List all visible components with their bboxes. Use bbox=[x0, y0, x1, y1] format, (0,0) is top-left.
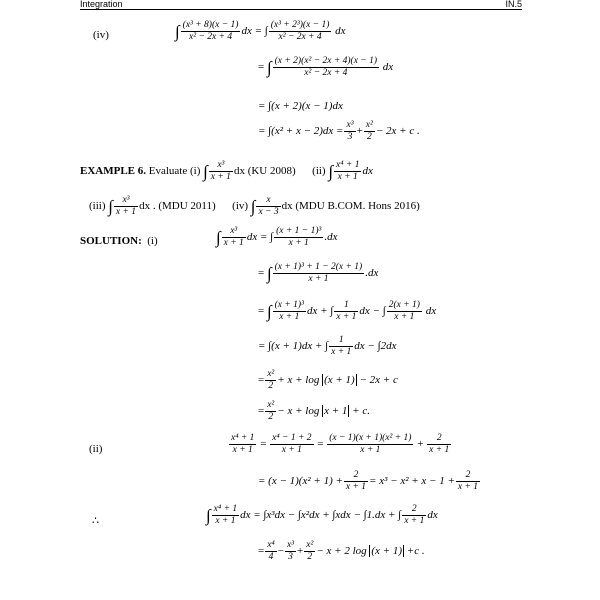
part-iv-label: (iv) bbox=[93, 29, 109, 41]
solution-i-line-6: = $\frac{\text{x²}}{2}$ − x + log x + 1 + c. bbox=[258, 400, 370, 422]
solution-i-line-1: ∫ $\frac{\text{x³}}{x + 1}$ dx = ∫ $\frac{\text{(x + 1 − 1)³}}{x + 1}$ .dx bbox=[216, 226, 338, 248]
solution-label: SOLUTION: (i) bbox=[80, 235, 158, 247]
therefore-symbol: ∴ bbox=[92, 515, 99, 527]
solution-ii-line-4: = $\frac{\text{x⁴}}{4}$ − $\frac{\text{x³}}{3}$ + $\frac{\text{x²}}{2}$ − x + 2 log (x + 1) +c . bbox=[258, 540, 425, 562]
header-right: IN.5 bbox=[505, 0, 522, 9]
part-iv-line-3: = ∫(x + 2)(x − 1)dx bbox=[258, 100, 343, 112]
solution-i-line-2: = ∫ $\frac{\text{(x + 1)³ + 1 − 2(x + 1)}}{x + 1}$ .dx bbox=[258, 262, 379, 284]
part-iv-line-1: ∫ $\frac{\text{(x³ + 8)(x − 1)}}{\text{x² − 2x + 4}}$ dx = ∫ $\frac{\text{(x³ + 2³)(x − 1)}}{\text{x² − 2x + 4}}$ dx bbox=[175, 20, 346, 42]
solution-ii-line-1: $\frac{\text{x⁴ + 1}}{x + 1}$ = $\frac{\text{x⁴ − 1 + 2}}{x + 1}$ = $\frac{\text{(x − 1)(x + 1)(x² + 1)}}{x + 1}$ + $\frac{2}{x + 1}$ bbox=[231, 433, 450, 455]
part-iv-line-2: = ∫ $\frac{\text{(x + 2)(x² − 2x + 4)(x − 1)}}{\text{x² − 2x + 4}}$ dx bbox=[258, 56, 394, 78]
solution-ii-line-2: = (x − 1)(x² + 1) + $\frac{2}{x + 1}$ = x³ − x² + x − 1 + $\frac{2}{x + 1}$ bbox=[258, 470, 479, 492]
solution-ii-line-3: ∫ $\frac{\text{x⁴ + 1}}{x + 1}$ dx = ∫x³dx − ∫x²dx + ∫xdx − ∫1.dx + ∫ $\frac{2}{x + 1}$ dx bbox=[206, 504, 438, 526]
solution-i-line-4: = ∫(x + 1)dx + ∫ $\frac{1}{x + 1}$ dx − ∫2dx bbox=[258, 335, 397, 357]
part-iv-line-4: = ∫(x² + x − 2)dx = $\frac{\text{x³}}{3}$ + $\frac{\text{x²}}{2}$ − 2x + c . bbox=[258, 120, 420, 142]
solution-i-line-5: = $\frac{\text{x²}}{2}$ + x + log (x + 1) − 2x + c bbox=[258, 369, 398, 391]
solution-i-line-3: = ∫ $\frac{\text{(x + 1)³}}{x + 1}$ dx + ∫ $\frac{1}{x + 1}$ dx − ∫ $\frac{2(x + 1)}{x + 1}$ dx bbox=[258, 300, 437, 322]
example-line-2: (iii) ∫ $\frac{\text{x³}}{x + 1}$ dx . (MDU 2011) (iv) ∫ $\frac{x}{x - 3}$ dx (MDU B.COM. Hons 2016) bbox=[89, 195, 420, 217]
page-header bbox=[80, 0, 522, 10]
example-line-1: EXAMPLE 6. Evaluate (i) ∫ $\frac{\text{x³}}{x + 1}$ dx (KU 2008) (ii) ∫ $\frac{\text{x⁴ + 1}}{x + 1}$ dx bbox=[80, 160, 373, 182]
solution-ii-label: (ii) bbox=[89, 443, 103, 455]
header-left: Integration bbox=[80, 0, 123, 9]
